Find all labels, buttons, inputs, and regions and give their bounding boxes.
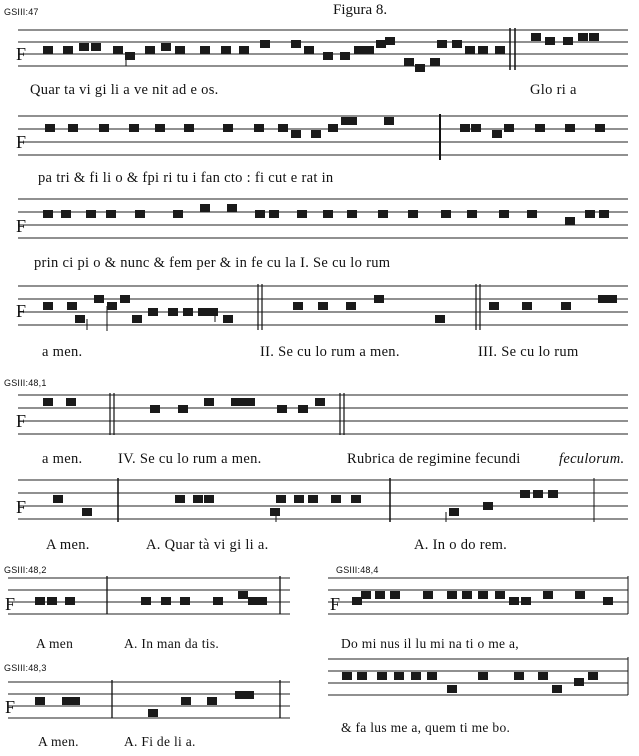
- square-note: [565, 124, 575, 132]
- square-note: [352, 597, 362, 605]
- square-note: [61, 210, 71, 218]
- square-note: [520, 490, 530, 498]
- square-note: [86, 210, 96, 218]
- square-note: [257, 597, 267, 605]
- square-note: [385, 37, 395, 45]
- square-note: [180, 597, 190, 605]
- square-note: [390, 591, 400, 599]
- square-note: [377, 672, 387, 680]
- square-note: [239, 46, 249, 54]
- square-note: [354, 46, 364, 54]
- square-note: [132, 315, 142, 323]
- f-clef-2: F: [16, 132, 27, 152]
- lyric-line-9: Do mi nus il lu mi na ti o me a,: [341, 636, 519, 651]
- square-note: [43, 46, 53, 54]
- square-note: [347, 210, 357, 218]
- section-label-48-1: GSIII:48,1: [4, 378, 47, 388]
- square-note: [245, 398, 255, 406]
- square-note: [435, 315, 445, 323]
- square-note: [43, 398, 53, 406]
- square-note: [489, 302, 499, 310]
- square-note: [150, 405, 160, 413]
- square-note: [357, 672, 367, 680]
- square-note: [598, 295, 608, 303]
- square-note: [35, 697, 45, 705]
- lyric-line-5b: IV. Se cu lo rum a men.: [118, 451, 262, 467]
- square-note: [168, 308, 178, 316]
- square-note: [447, 685, 457, 693]
- square-note: [492, 130, 502, 138]
- square-note: [278, 124, 288, 132]
- square-note: [113, 46, 123, 54]
- square-note: [53, 495, 63, 503]
- lyric-line-2: pa tri & fi li o & fpi ri tu i fan cto : fi cut e rat in: [38, 170, 334, 186]
- square-note: [543, 591, 553, 599]
- square-note: [599, 210, 609, 218]
- square-note: [374, 295, 384, 303]
- square-note: [462, 591, 472, 599]
- lyric-line-5d: feculorum.: [559, 451, 625, 467]
- square-note: [198, 308, 208, 316]
- square-note: [47, 597, 57, 605]
- square-note: [75, 315, 85, 323]
- square-note: [589, 33, 599, 41]
- square-note: [318, 302, 328, 310]
- square-note: [315, 398, 325, 406]
- square-note: [449, 508, 459, 516]
- square-note: [575, 591, 585, 599]
- square-note: [427, 672, 437, 680]
- square-note: [522, 302, 532, 310]
- square-note: [223, 124, 233, 132]
- square-note: [504, 124, 514, 132]
- square-note: [347, 117, 357, 125]
- square-note: [204, 495, 214, 503]
- lyric-line-1b: Glo ri a: [530, 82, 577, 98]
- square-note: [63, 46, 73, 54]
- square-note: [514, 672, 524, 680]
- square-note: [495, 46, 505, 54]
- square-note: [465, 46, 475, 54]
- square-note: [311, 130, 321, 138]
- section-label-48-2: GSIII:48,2: [4, 565, 47, 575]
- square-note: [323, 210, 333, 218]
- lyric-line-3: prin ci pi o & nunc & fem per & in fe cu la I. Se cu lo rum: [34, 255, 391, 271]
- square-note: [499, 210, 509, 218]
- square-note: [298, 405, 308, 413]
- square-note: [415, 64, 425, 72]
- square-note: [175, 46, 185, 54]
- square-note: [538, 672, 548, 680]
- square-note: [235, 691, 245, 699]
- square-note: [521, 597, 531, 605]
- square-note: [204, 398, 214, 406]
- square-note: [607, 295, 617, 303]
- square-note: [255, 210, 265, 218]
- square-note: [495, 591, 505, 599]
- square-note: [120, 295, 130, 303]
- lyric-line-4a: a men.: [42, 344, 83, 360]
- square-note: [361, 591, 371, 599]
- square-note: [404, 58, 414, 66]
- square-note: [178, 405, 188, 413]
- square-note: [277, 405, 287, 413]
- square-note: [107, 302, 117, 310]
- square-note: [331, 495, 341, 503]
- square-note: [79, 43, 89, 51]
- lyric-line-6a: A men.: [46, 537, 90, 553]
- square-note: [244, 691, 254, 699]
- square-note: [183, 308, 193, 316]
- square-note: [364, 46, 374, 54]
- square-note: [161, 597, 171, 605]
- square-note: [447, 591, 457, 599]
- square-note: [328, 124, 338, 132]
- square-note: [148, 709, 158, 717]
- square-note: [106, 210, 116, 218]
- lyric-line-4b: II. Se cu lo rum a men.: [260, 344, 400, 360]
- square-note: [291, 40, 301, 48]
- square-note: [43, 210, 53, 218]
- square-note: [527, 210, 537, 218]
- square-note: [308, 495, 318, 503]
- square-note: [276, 495, 286, 503]
- f-clef-5: F: [16, 411, 27, 431]
- square-note: [585, 210, 595, 218]
- square-note: [441, 210, 451, 218]
- square-note: [193, 495, 203, 503]
- square-note: [535, 124, 545, 132]
- lyric-line-7a: A men: [36, 636, 74, 651]
- square-note: [423, 591, 433, 599]
- square-note: [269, 210, 279, 218]
- square-note: [478, 46, 488, 54]
- square-note: [411, 672, 421, 680]
- lyric-line-4c: III. Se cu lo rum: [478, 344, 579, 360]
- lyric-line-7b: A. In man da tis.: [124, 636, 220, 651]
- lyric-line-6b: A. Quar tà vi gi li a.: [146, 537, 269, 553]
- square-note: [82, 508, 92, 516]
- square-note: [478, 591, 488, 599]
- square-note: [323, 52, 333, 60]
- square-note: [125, 52, 135, 60]
- section-label-47: GSIII:47: [4, 7, 39, 17]
- square-note: [408, 210, 418, 218]
- square-note: [200, 46, 210, 54]
- square-note: [248, 597, 258, 605]
- square-note: [45, 124, 55, 132]
- square-note: [293, 302, 303, 310]
- square-note: [304, 46, 314, 54]
- square-note: [394, 672, 404, 680]
- square-note: [238, 591, 248, 599]
- f-clef-9: F: [330, 594, 341, 614]
- square-note: [141, 597, 151, 605]
- square-note: [297, 210, 307, 218]
- square-note: [208, 308, 218, 316]
- square-note: [588, 672, 598, 680]
- square-note: [561, 302, 571, 310]
- square-note: [346, 302, 356, 310]
- square-note: [483, 502, 493, 510]
- square-note: [99, 124, 109, 132]
- square-note: [227, 204, 237, 212]
- square-note: [35, 597, 45, 605]
- square-note: [509, 597, 519, 605]
- square-note: [545, 37, 555, 45]
- f-clef-7: F: [5, 594, 16, 614]
- lyric-line-6c: A. In o do rem.: [414, 537, 508, 553]
- square-note: [155, 124, 165, 132]
- f-clef-6: F: [16, 497, 27, 517]
- f-clef-8: F: [5, 697, 16, 717]
- square-note: [467, 210, 477, 218]
- square-note: [207, 697, 217, 705]
- square-note: [565, 217, 575, 225]
- square-note: [595, 124, 605, 132]
- square-note: [173, 210, 183, 218]
- square-note: [68, 124, 78, 132]
- f-clef-1: F: [16, 44, 27, 64]
- square-note: [478, 672, 488, 680]
- square-note: [94, 295, 104, 303]
- square-note: [148, 308, 158, 316]
- lyric-line-5c: Rubrica de regimine fecundi: [347, 451, 521, 467]
- square-note: [430, 58, 440, 66]
- square-note: [578, 33, 588, 41]
- square-note: [66, 398, 76, 406]
- square-note: [533, 490, 543, 498]
- section-label-48-4: GSIII:48,4: [336, 565, 379, 575]
- square-note: [552, 685, 562, 693]
- square-note: [340, 52, 350, 60]
- square-note: [67, 302, 77, 310]
- square-note: [437, 40, 447, 48]
- lyric-line-8b: A. Fi de li a.: [124, 734, 196, 749]
- square-note: [161, 43, 171, 51]
- square-note: [184, 124, 194, 132]
- square-note: [342, 672, 352, 680]
- section-label-48-3: GSIII:48,3: [4, 663, 47, 673]
- square-note: [175, 495, 185, 503]
- square-note: [452, 40, 462, 48]
- lyric-line-5a: a men.: [42, 451, 83, 467]
- square-note: [221, 46, 231, 54]
- square-note: [548, 490, 558, 498]
- figure-title: Figura 8.: [333, 2, 388, 18]
- square-note: [260, 40, 270, 48]
- square-note: [65, 597, 75, 605]
- square-note: [471, 124, 481, 132]
- square-note: [294, 495, 304, 503]
- square-note: [351, 495, 361, 503]
- square-note: [213, 597, 223, 605]
- square-note: [254, 124, 264, 132]
- lyric-line-1a: Quar ta vi gi li a ve nit ad e os.: [30, 82, 219, 98]
- square-note: [563, 37, 573, 45]
- square-note: [460, 124, 470, 132]
- square-note: [376, 40, 386, 48]
- square-note: [91, 43, 101, 51]
- lyric-line-8a: A men.: [38, 734, 79, 749]
- square-note: [129, 124, 139, 132]
- square-note: [384, 117, 394, 125]
- square-note: [181, 697, 191, 705]
- square-note: [223, 315, 233, 323]
- square-note: [531, 33, 541, 41]
- square-note: [603, 597, 613, 605]
- square-note: [200, 204, 210, 212]
- square-note: [378, 210, 388, 218]
- square-note: [135, 210, 145, 218]
- square-note: [375, 591, 385, 599]
- lyric-line-10: & fa lus me a, quem ti me bo.: [341, 720, 511, 735]
- square-note: [145, 46, 155, 54]
- square-note: [574, 678, 584, 686]
- square-note: [270, 508, 280, 516]
- square-note: [43, 302, 53, 310]
- square-note: [70, 697, 80, 705]
- f-clef-3: F: [16, 216, 27, 236]
- square-note: [291, 130, 301, 138]
- f-clef-4: F: [16, 301, 27, 321]
